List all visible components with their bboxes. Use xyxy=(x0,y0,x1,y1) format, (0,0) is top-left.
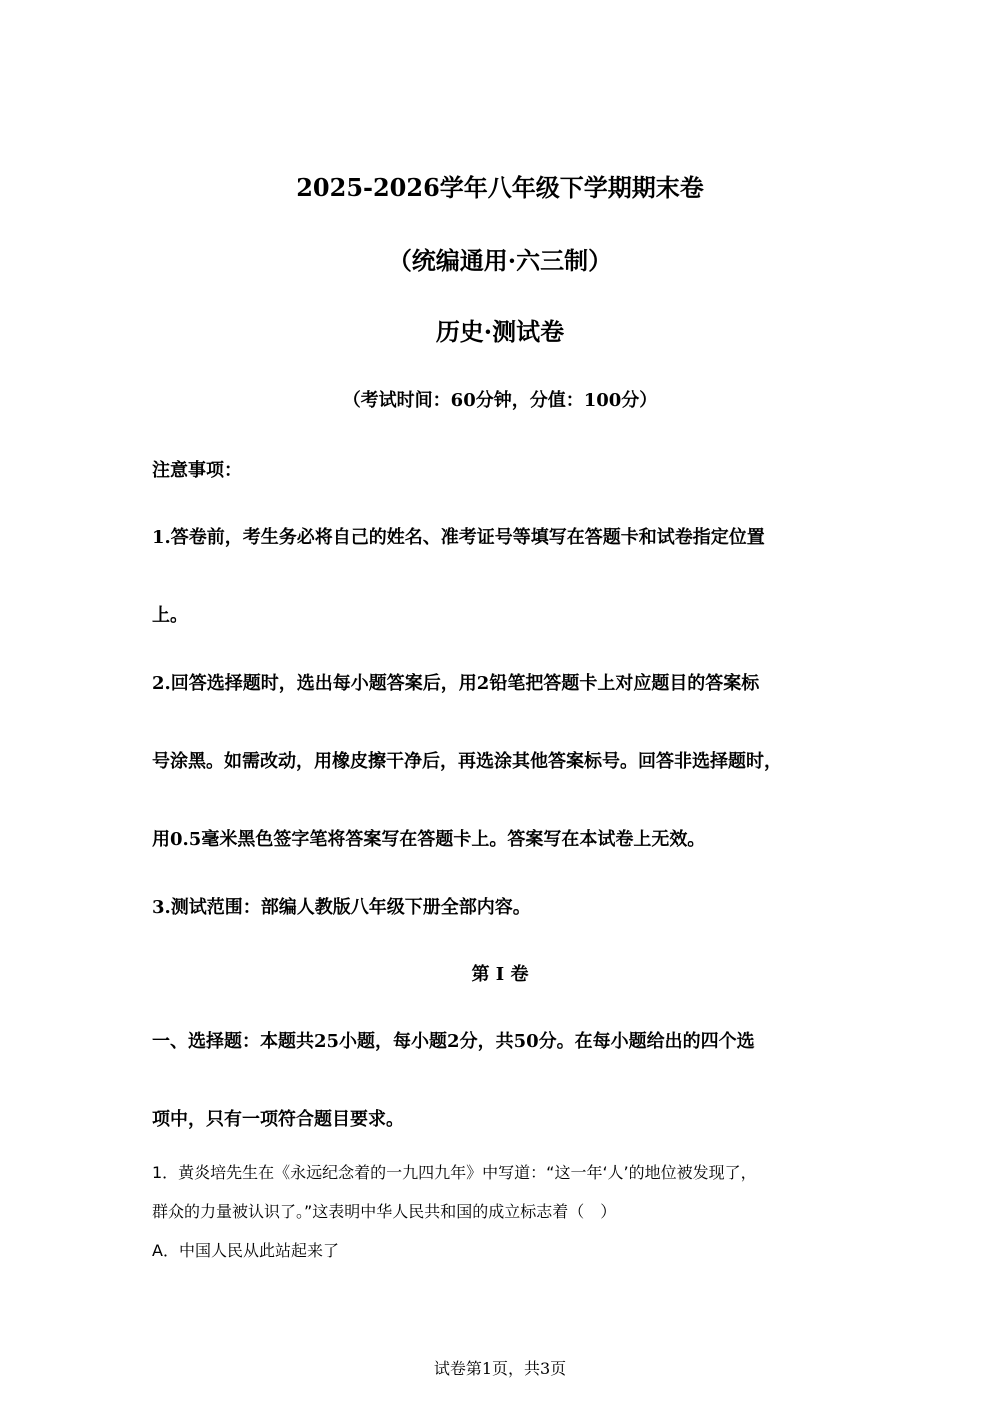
note-item-1-line-1: 1.答卷前，考生务必将自己的姓名、准考证号等填写在答题卡和试卷指定位置 xyxy=(152,527,765,548)
question-1-stem-line-1: 1．黄炎培先生在《永远纪念着的一九四九年》中写道：“这一年‘人’的地位被发现了， xyxy=(152,1163,757,1182)
note-item-3: 3.测试范围：部编人教版八年级下册全部内容。 xyxy=(152,897,531,918)
notes-heading: 注意事项： xyxy=(152,460,242,481)
section-instruction-line-2: 项中，只有一项符合题目要求。 xyxy=(152,1109,404,1130)
volume-heading: 第 I 卷 xyxy=(471,964,529,985)
note-item-1-line-2: 上。 xyxy=(152,605,188,626)
exam-title: 2025-2026学年八年级下学期期末卷 xyxy=(296,173,704,202)
page-footer: 试卷第1页，共3页 xyxy=(433,1359,567,1378)
question-1-option-a: A．中国人民从此站起来了 xyxy=(152,1241,339,1260)
note-item-2-line-1: 2.回答选择题时，选出每小题答案后，用2铅笔把答题卡上对应题目的答案标 xyxy=(152,673,760,694)
edition-subtitle: （统编通用·六三制） xyxy=(387,246,613,275)
question-1-stem-line-2: 群众的力量被认识了。”这表明中华人民共和国的成立标志着（ ） xyxy=(152,1202,617,1221)
subject-title: 历史·测试卷 xyxy=(435,317,565,346)
section-instruction-line-1: 一、选择题：本题共25小题，每小题2分，共50分。在每小题给出的四个选 xyxy=(152,1031,755,1052)
note-item-2-line-2: 号涂黑。如需改动，用橡皮擦干净后，再选涂其他答案标号。回答非选择题时， xyxy=(152,751,782,772)
note-item-2-line-3: 用0.5毫米黑色签字笔将答案写在答题卡上。答案写在本试卷上无效。 xyxy=(152,829,706,850)
exam-info: （考试时间：60分钟，分值：100分） xyxy=(342,390,658,411)
